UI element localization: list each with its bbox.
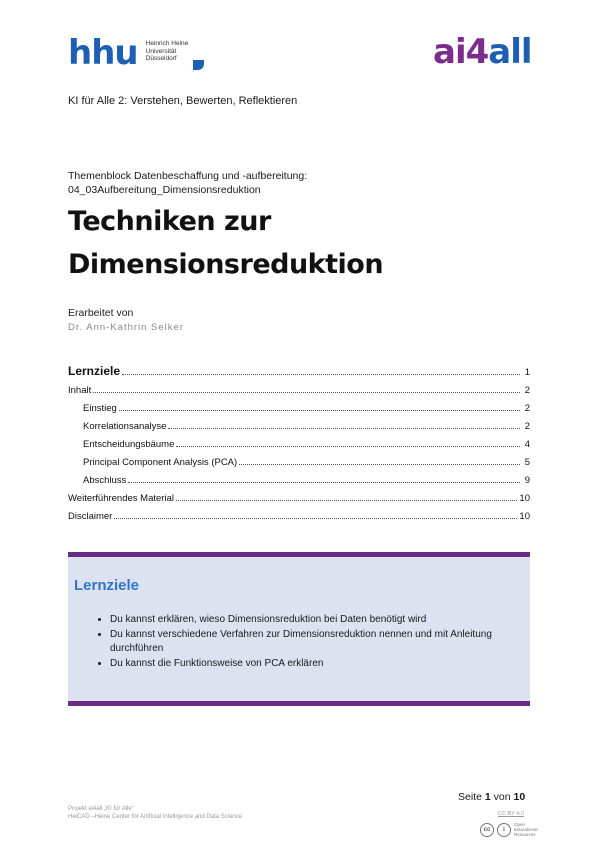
hhu-logo — [68, 33, 189, 73]
toc-entry[interactable] — [68, 396, 530, 414]
toc-entry-label: Korrelationsanalyse — [83, 421, 167, 432]
toc-entry[interactable] — [68, 504, 530, 522]
learning-goals-heading: Lernziele — [74, 577, 140, 594]
hhu-logo-line: Düsseldorf — [145, 55, 177, 62]
attribution-icon: i — [497, 823, 511, 837]
footer-project: Projekt ai4all „KI für Alle“ — [68, 806, 134, 812]
page-current: 1 — [484, 791, 491, 803]
toc-entry-label: Inhalt — [68, 385, 92, 396]
page-total: 10 — [513, 791, 526, 803]
toc-entry[interactable] — [68, 468, 530, 486]
toc-entry[interactable] — [68, 432, 530, 450]
cc-icon: cc — [480, 823, 494, 837]
toc-leader-dots — [93, 392, 520, 393]
toc-entry[interactable] — [68, 486, 530, 504]
document-title-line: Dimensionsreduktion — [68, 249, 384, 280]
toc-entry-label: Principal Component Analysis (PCA) — [83, 457, 238, 468]
toc-entry-label: Abschluss — [83, 475, 127, 486]
toc-entry-page: 2 — [524, 403, 530, 414]
toc-leader-dots — [176, 446, 520, 447]
course-title: KI für Alle 2: Verstehen, Bewerten, Reflektieren — [68, 95, 298, 107]
hhu-logo-line: Heinrich Heine — [145, 40, 189, 47]
toc-entry-page: 5 — [524, 457, 530, 468]
toc-leader-dots — [176, 500, 517, 501]
authored-by-label: Erarbeitet von — [68, 307, 134, 319]
ai4all-logo-all: all — [488, 32, 532, 72]
toc-leader-dots — [119, 410, 520, 411]
toc-entry[interactable] — [68, 360, 530, 378]
toc-entry-label: Einstieg — [83, 403, 117, 414]
table-of-contents — [68, 360, 530, 522]
learning-goals-list — [92, 613, 530, 672]
theme-block-label: Themenblock Datenbeschaffung und -aufbereitung: — [68, 170, 308, 182]
toc-entry-label: Disclaimer — [68, 511, 113, 522]
document-title — [68, 200, 383, 286]
learning-goal-item: • Du kannst erklären, wieso Dimensionsreduktion bei Daten benötigt wird — [110, 613, 530, 627]
toc-leader-dots — [122, 374, 520, 375]
toc-entry-label: Lernziele — [68, 364, 121, 378]
hhu-logo-mark — [193, 60, 204, 70]
toc-entry-page: 1 — [524, 367, 530, 378]
toc-entry-page: 10 — [519, 493, 530, 504]
license-link[interactable]: CC BY 4.0 — [498, 811, 524, 817]
toc-entry[interactable] — [68, 414, 530, 432]
toc-entry-label: Entscheidungsbäume — [83, 439, 175, 450]
license-badges — [480, 822, 540, 837]
document-title-line: Techniken zur — [68, 206, 271, 237]
toc-leader-dots — [239, 464, 520, 465]
toc-entry-page: 4 — [524, 439, 530, 450]
toc-entry-page: 2 — [524, 385, 530, 396]
toc-entry-page: 2 — [524, 421, 530, 432]
toc-leader-dots — [128, 482, 520, 483]
toc-entry-page: 10 — [519, 511, 530, 522]
ai4all-logo-four: 4 — [465, 32, 489, 72]
footer-center: HeiCAD –Heine Center for Artificial Intelligence and Data Science — [68, 814, 243, 820]
learning-goal-item: • Du kannst verschiedene Verfahren zur Dimensionsreduktion nennen und mit Anleitung durchführen — [110, 628, 530, 656]
author-name: Dr. Ann-Kathrin Selker — [68, 322, 184, 333]
ai4all-logo — [433, 32, 532, 72]
ai4all-logo-ai: ai — [433, 32, 466, 72]
hhu-logo-line: Universität — [145, 47, 177, 55]
hhu-logo-subtitle — [146, 40, 189, 63]
toc-entry[interactable] — [68, 450, 530, 468]
module-code: 04_03Aufbereitung_Dimensionsreduktion — [68, 184, 261, 196]
toc-leader-dots — [114, 518, 517, 519]
toc-entry-label: Weiterführendes Material — [68, 493, 174, 504]
toc-entry-page: 9 — [524, 475, 530, 486]
page-mid: von — [493, 791, 511, 803]
page-prefix: Seite — [458, 791, 482, 803]
toc-entry[interactable] — [68, 378, 530, 396]
learning-goals-box — [68, 552, 530, 706]
hhu-logo-wordmark: hhu — [68, 33, 138, 73]
page-counter — [458, 791, 525, 803]
toc-leader-dots — [168, 428, 520, 429]
learning-goal-item: • Du kannst die Funktionsweise von PCA erklären — [110, 657, 530, 671]
oer-badge-icon: Open Educational Resources — [514, 822, 538, 837]
